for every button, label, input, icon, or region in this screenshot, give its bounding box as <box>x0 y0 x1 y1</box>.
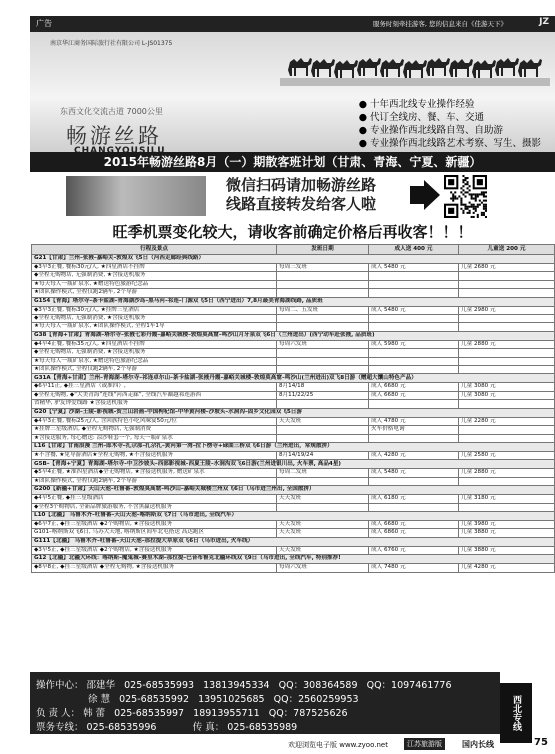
contact-panel <box>30 672 500 734</box>
table-row <box>32 520 555 528</box>
ticket-row <box>36 719 297 733</box>
route-title: L10【北疆】 乌鲁木齐–吐鲁番–天山天池–喀纳斯双飞7日（乌市进出, 全线汽车） <box>32 511 555 520</box>
publisher-logo: JZ <box>539 17 549 27</box>
route-title: G21【甘肃】兰州–张掖–嘉峪关–敦煌双飞5日（河西走廊经典线路） <box>32 255 555 264</box>
itinerary-cell: ◆4早5正餐, ◆挂三星级酒店 <box>32 495 277 503</box>
route-title: L16【甘肃】甘南浪漫 兰州–郎木寺–扎尕那–扎尕扎–黄河第一湾–拉卜楞寺+碌曲三桥双飞6日游（兰州进出，常规散拼） <box>32 442 555 451</box>
child-price-cell: 儿童 2880 元 <box>459 469 555 477</box>
date-cell <box>277 289 369 297</box>
child-price-cell: 儿童 3980 元 <box>459 520 555 528</box>
itinerary-cell: G101–喀纳斯双飞6日, 乌苏大天地, 喀纳斯区间车北屯搭送 高达跑区 <box>32 529 277 537</box>
table-row <box>32 434 555 442</box>
child-price-cell: 儿童 3180 元 <box>459 495 555 503</box>
child-price-cell <box>459 400 555 408</box>
itinerary-cell: ★团队操作模式, 全程仅跑2辆车, 2个导游 <box>32 289 277 297</box>
arrow-right-icon <box>410 180 440 210</box>
adult-price-cell: 成人 6760 元 <box>369 546 459 554</box>
table-row <box>32 306 555 314</box>
table-row <box>32 349 555 357</box>
wechat-prompt <box>226 176 376 214</box>
date-cell <box>277 503 369 511</box>
date-cell: 天天发班 <box>277 417 369 425</box>
header-child: 儿童送 200 元 <box>459 245 555 255</box>
contact-name: 邵建华 <box>86 680 116 691</box>
table-row <box>32 315 555 323</box>
ops-label: 操作中心： <box>36 680 84 691</box>
child-price-cell <box>459 323 555 331</box>
camel-silhouette <box>311 59 335 77</box>
table-row <box>32 477 555 485</box>
page-title: 2015年畅游丝路8月（一）期散客班计划（甘肃、青海、宁夏、新疆） <box>30 152 555 172</box>
header-date: 发班日期 <box>277 245 369 255</box>
top-ad-bar <box>30 16 555 32</box>
table-row <box>32 503 555 511</box>
ops-row-1 <box>36 677 452 691</box>
route-header-row <box>32 297 555 306</box>
contact-mobile[interactable]: 13951025685 <box>198 694 265 705</box>
route-header-row <box>32 331 555 340</box>
child-price-cell <box>459 357 555 365</box>
date-cell <box>277 323 369 331</box>
table-row <box>32 546 555 554</box>
itinerary-cell: ◆4早3正餐, 餐标25元/人, 含回族特色小吃风味宴50元/位 <box>32 417 277 425</box>
itinerary-cell: ◆6早11正, ◆挂三星酒店（或准四）, <box>32 383 277 391</box>
child-price-cell <box>459 289 555 297</box>
feature-item: ● 代订全线房、餐、车、交通 <box>358 112 484 123</box>
adult-price-cell: 火车价格电询 <box>369 426 459 434</box>
camel-silhouette <box>380 59 404 77</box>
table-row <box>32 340 555 348</box>
itinerary-cell: ◆6早7正, ◆挂三星级酒店 ◆2个购物店, ★含接送机服务 <box>32 520 277 528</box>
route-title: G5B–【青海+宁夏】青海湖–塔尔寺–中卫沙坡头–西部影视城–西夏王陵–水洞沟双飞6日游(兰州进银川出, 火车票, 高品4星) <box>32 460 555 469</box>
camel-silhouette <box>449 59 473 77</box>
itinerary-cell: ★每天每人一瓶矿泉水, ★团队操作模式, 全程1车1导 <box>32 323 277 331</box>
ticket-phone[interactable]: 025-68535996 <box>86 722 157 733</box>
date-cell <box>277 434 369 442</box>
qr-code-icon[interactable] <box>444 175 487 218</box>
table-row <box>32 495 555 503</box>
camel-silhouette <box>334 60 358 78</box>
adult-price-cell <box>369 315 459 323</box>
child-price-cell: 儿童 2680 元 <box>459 264 555 272</box>
date-cell: 每周二发班 <box>277 469 369 477</box>
tour-price-table <box>31 244 555 573</box>
itinerary-cell: ◆全程无购物, ◆“大美青海”连线“河西走廊”, 全线汽车巅越祁连游西 <box>32 391 277 399</box>
child-price-cell: 儿童 2980 元 <box>459 306 555 314</box>
contact-phone[interactable]: 025-68535992 <box>119 694 190 705</box>
owner-label: 负 责 人： <box>36 708 81 719</box>
adult-price-cell: 成人 5480 元 <box>369 469 459 477</box>
route-header-row <box>32 486 555 495</box>
date-cell: 天天发班 <box>277 520 369 528</box>
itinerary-cell: ◆3早3正餐, 餐标30元/人, ★四星酒店不挂牌 <box>32 264 277 272</box>
adult-price-cell <box>369 366 459 374</box>
camel-silhouette <box>357 58 381 76</box>
itinerary-cell: ◆全程无购物店, 无强制消费, ★含接送机服务 <box>32 349 277 357</box>
route-header-row <box>32 408 555 417</box>
route-header-row <box>32 555 555 564</box>
child-price-cell <box>459 426 555 434</box>
camel-silhouette <box>495 58 519 76</box>
camel-silhouette <box>472 60 496 78</box>
route-title: G38【青海+甘肃】青海湖–塔尔寺–张掖七彩丹霞–嘉峪关城楼–敦煌莫高窟–鸣沙山月牙泉双飞6日（兰州进出）(西宁动车赴张掖, 品质班) <box>32 331 555 340</box>
date-cell: 每周二、五发班 <box>277 306 369 314</box>
wechat-line-2: 线路直接转发给客人啦 <box>226 195 377 213</box>
route-title: G12【北疆】北疆大环线：喀纳斯–魔鬼城–赛里木湖–那拉提–巴音布鲁克北疆环线双飞9日（乌市进出, 全线汽车, 特别推荐! <box>32 555 555 564</box>
feature-list <box>359 98 541 150</box>
date-cell: 天天发班 <box>277 495 369 503</box>
adult-price-cell: 成人 5480 元 <box>369 264 459 272</box>
table-header-row <box>32 245 555 255</box>
route-header-row <box>32 460 555 469</box>
itinerary-cell: ★挂牌三星级酒店, ◆全程无购物店, 无强制消费 <box>32 426 277 434</box>
route-title: G154【青海】塔尔寺–茶卡盐湖–青海湖沙岛–黑马河–祁连–门源双飞5日（西宁进出）7,8月最美青海湖线路, 品质班 <box>32 297 555 306</box>
adult-price-cell <box>369 357 459 365</box>
table-row <box>32 366 555 374</box>
table-row <box>32 529 555 537</box>
child-price-cell <box>459 272 555 280</box>
contact-qq[interactable]: QQ：2560259953 <box>273 694 359 705</box>
adult-price-cell <box>369 434 459 442</box>
adult-price-cell: 成人 6680 元 <box>369 391 459 399</box>
table-row <box>32 272 555 280</box>
agency-license: 南京华江商务国际旅行社有限公司 L-JS01375 <box>50 40 173 47</box>
route-header-row <box>32 537 555 546</box>
table-row <box>32 323 555 331</box>
itinerary-cell: ◆3早5正, ◆挂三星级酒店 ◆2个购物店, ★含接送机服务 <box>32 546 277 554</box>
table-row <box>32 357 555 365</box>
contact-qq-2[interactable]: QQ：1097461776 <box>366 680 452 691</box>
itinerary-cell: ◆全程无购物店, 无强制消费, ★含接送机服务 <box>32 315 277 323</box>
table-row <box>32 426 555 434</box>
date-cell <box>277 357 369 365</box>
fax-number[interactable]: 025-68535989 <box>227 722 298 733</box>
date-cell: 8月11/22/25 <box>277 391 369 399</box>
adult-price-cell <box>369 349 459 357</box>
table-row <box>32 383 555 391</box>
adult-price-cell <box>369 272 459 280</box>
itinerary-cell: ◆4早4正餐, 餐标35元/人, ★四星酒店不挂牌 <box>32 340 277 348</box>
edition-badge: 江苏旅游版 <box>404 738 445 750</box>
contact-phone[interactable]: 025-68535993 <box>124 680 195 691</box>
child-price-cell <box>459 366 555 374</box>
route-title: G20【宁夏】沙湖–王陵–影视城–贺兰山岩画–中国枸杞馆–中华黄河楼–沙坡头–水洞沟–固乡文化园双飞5日游 <box>32 408 555 417</box>
child-price-cell <box>459 349 555 357</box>
adult-price-cell <box>369 289 459 297</box>
table-row <box>32 564 555 572</box>
contact-qq[interactable]: QQ：308364589 <box>278 680 358 691</box>
header-itinerary: 行程及景点 <box>32 245 277 255</box>
contact-mobile[interactable]: 13813945334 <box>203 680 270 691</box>
child-price-cell <box>459 477 555 485</box>
date-cell: 每周三发班 <box>277 264 369 272</box>
feature-item: ● 专业操作西北线路艺术考察、写生、摄影 <box>358 138 541 149</box>
itinerary-cell: ★团队操作模式, 全程仅跑2辆车, 2个导游 <box>32 366 277 374</box>
owner-mobile[interactable]: 18913955711 <box>193 708 260 719</box>
child-price-cell: 儿童 2280 元 <box>459 417 555 425</box>
itinerary-cell: ◆3早3正餐, 餐标30元/人, ★挂牌三星酒店 <box>32 306 277 314</box>
feature-item: ● 十年西北线专业操作经验 <box>358 99 475 110</box>
itinerary-cell: ★每天每人一瓶矿泉水, ★赠送特色旅游纪念品 <box>32 357 277 365</box>
header-adult: 成人送 400 元 <box>369 245 459 255</box>
date-cell: 每周六发班 <box>277 340 369 348</box>
adult-price-cell: 成人 4780 元 <box>369 417 459 425</box>
section-side-tab: 西北专线 <box>500 683 532 743</box>
ticket-label: 票务专线： <box>36 722 84 733</box>
route-title: G200【新疆+甘肃】天山天池–吐鲁番–敦煌莫高窟–鸣沙山–嘉峪关城楼兰州双飞6日（乌市进兰州出, 全国散拼） <box>32 486 555 495</box>
child-price-cell <box>459 315 555 323</box>
section-name: 国内长线 <box>462 740 494 749</box>
camel-silhouette <box>288 58 312 76</box>
adult-price-cell: 成人 6680 元 <box>369 520 459 528</box>
child-price-cell: 儿童 3880 元 <box>459 546 555 554</box>
itinerary-cell: ★含接送服务, 每心赠送: 凉沙鞋套一个, 每天一瓶矿泉水 <box>32 434 277 442</box>
wechat-line-1: 微信扫码请加畅游丝路 <box>226 176 377 194</box>
owner-qq[interactable]: QQ：787525626 <box>268 708 348 719</box>
route-title: G31A【青海+甘肃】兰州–青海湖–塔尔寺–祁连卓尔山–茶卡盐湖–张掖丹霞–嘉峪关城楼–敦煌莫高窟–鸣沙山(兰州进出)双飞8日游（赠超大馕山特色产品） <box>32 374 555 383</box>
date-cell <box>277 315 369 323</box>
child-price-cell: 儿童 3080 元 <box>459 383 555 391</box>
adult-price-cell: 成人 4280 元 <box>369 451 459 459</box>
date-cell: 8月14/18 <box>277 383 369 391</box>
route-header-row <box>32 511 555 520</box>
adult-price-cell: 成人 5480 元 <box>369 306 459 314</box>
table-row <box>32 400 555 408</box>
date-cell: 8月14/19/24 <box>277 451 369 459</box>
table-row <box>32 289 555 297</box>
date-cell <box>277 272 369 280</box>
child-price-cell: 儿童 3080 元 <box>459 391 555 399</box>
route-header-row <box>32 442 555 451</box>
wechat-strip <box>30 172 555 220</box>
feature-item: ● 专业操作西北线路自驾、自助游 <box>358 125 503 136</box>
owner-phone[interactable]: 025-68535997 <box>114 708 185 719</box>
child-price-cell <box>459 503 555 511</box>
adult-price-cell: 成人 7480 元 <box>369 564 459 572</box>
adult-price-cell: 成人 5980 元 <box>369 340 459 348</box>
page-footer <box>30 736 555 754</box>
fax-label: 传 真： <box>192 722 225 733</box>
date-cell: 天天发班 <box>277 546 369 554</box>
date-cell <box>277 426 369 434</box>
ops-row-2 <box>88 691 359 705</box>
hands-phone-image <box>66 176 206 216</box>
child-price-cell: 儿童 2580 元 <box>459 451 555 459</box>
table-row <box>32 417 555 425</box>
route-header-row <box>32 374 555 383</box>
adult-price-cell: 成人 6680 元 <box>369 383 459 391</box>
price-warning: 旺季机票变化较大，请收客前确定价格后再收客！！！ <box>112 223 473 241</box>
itinerary-cell: ★每天每人一瓶矿泉水, ★赠送特色旅游纪念品 <box>32 280 277 288</box>
camel-silhouette <box>518 59 542 77</box>
itinerary-cell: ◆5早4正餐, ★准四星酒店◆全无购物店, ★含接送机服务, 赠送矿泉水 <box>32 469 277 477</box>
child-price-cell <box>459 280 555 288</box>
date-cell <box>277 366 369 374</box>
website-link[interactable]: 欢迎浏览电子版 www.zyoo.net <box>288 741 388 749</box>
ad-label: 广告 <box>36 19 52 28</box>
date-cell <box>277 280 369 288</box>
contact-name: 徐 慧 <box>88 694 111 705</box>
publisher-slogan: 服务时刻牵挂游客, 您的信息来自《佳游天下》 <box>372 20 507 28</box>
itinerary-cell: ◆全程3个购物店, 全新品牌旅游服务, 不含黑赢送机服务 <box>32 503 277 511</box>
child-price-cell: 儿童 4280 元 <box>459 564 555 572</box>
page-number: 75 <box>534 737 548 748</box>
date-cell <box>277 349 369 357</box>
camel-silhouette <box>426 58 450 76</box>
child-price-cell <box>459 434 555 442</box>
camel-silhouette <box>403 60 427 78</box>
date-cell: 天天发班 <box>277 529 369 537</box>
table-row <box>32 451 555 459</box>
child-price-cell: 儿童 3880 元 <box>459 529 555 537</box>
adult-price-cell <box>369 477 459 485</box>
adult-price-cell <box>369 280 459 288</box>
child-price-cell: 儿童 2880 元 <box>459 340 555 348</box>
adult-price-cell <box>369 400 459 408</box>
route-header-row <box>32 255 555 264</box>
owner-name: 韩 蕾 <box>83 708 106 719</box>
adult-price-cell <box>369 323 459 331</box>
itinerary-cell: ★团队操作模式, 全程仅跑2辆车, 2个导游 <box>32 477 277 485</box>
route-title: G111【北疆】 乌鲁木齐–吐鲁番–天山天池–那拉提大草原双飞6日（乌市进出, 火车线） <box>32 537 555 546</box>
brand-name-pinyin: CHANGYOUSILU <box>74 146 166 152</box>
camel-caravan-icon <box>280 42 550 86</box>
hero-banner <box>30 32 555 152</box>
date-cell <box>277 400 369 408</box>
table-row <box>32 280 555 288</box>
banner-tagline: 东西文化交流古道 7000公里 <box>60 107 163 116</box>
table-row <box>32 264 555 272</box>
adult-price-cell <box>369 503 459 511</box>
adult-price-cell: 成人 6180 元 <box>369 495 459 503</box>
brand-name: 畅游丝路 <box>66 124 162 148</box>
itinerary-cell: 省精华, 驴友钟爱线路 ★含接送机服务 <box>32 400 277 408</box>
itinerary-cell: ◆全程无购物店, 无强制消费, ★含接送机服务 <box>32 272 277 280</box>
itinerary-cell: ◆8早8正, ◆挂三星级酒店 ◆全程无购物, ★含接送机服务 <box>32 564 277 572</box>
table-row <box>32 391 555 399</box>
date-cell: 每周六发班 <box>277 564 369 572</box>
owner-row <box>36 705 348 719</box>
itinerary-cell: ★不含餐, ★免导游酒店★全程无购物, ★不含接送机服务 <box>32 451 277 459</box>
table-row <box>32 469 555 477</box>
date-cell <box>277 477 369 485</box>
adult-price-cell: 成人 6860 元 <box>369 529 459 537</box>
